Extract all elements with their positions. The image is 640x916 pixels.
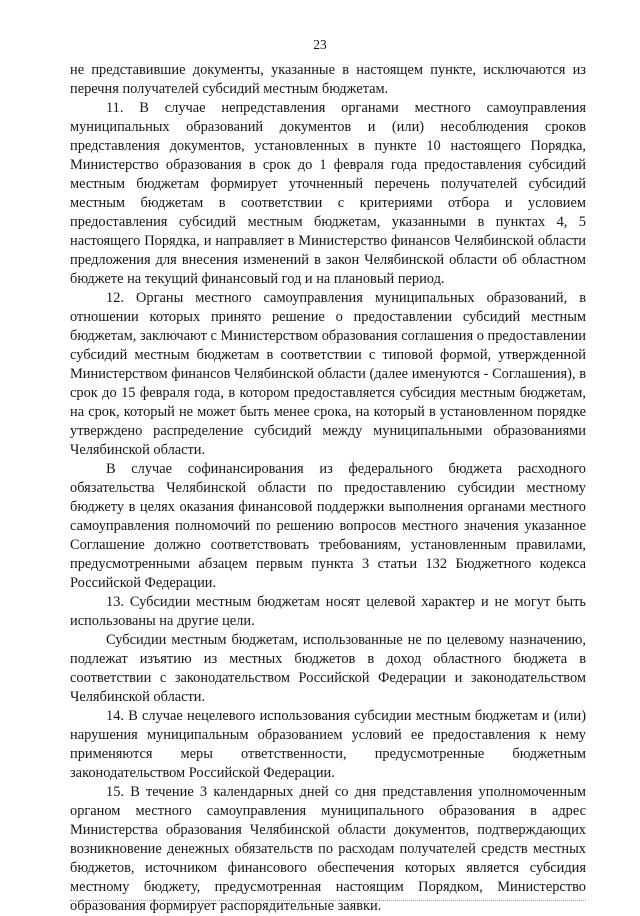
paragraph-misuse-withdrawal: Субсидии местным бюджетам, использованные не по целевому назначению, подлежат изъятию из местных бюджетов в доход областного бюджета в соответствии с законодательством Российской Федерации и законодательством Челябинской области. — [70, 632, 586, 705]
paragraph-clause-11: 11. В случае непредставления органами местного самоуправления муниципальных образований документов и (или) несоблюдения сроков представления документов, установленных в пункте 10 настоящего Порядка, Министерство образования в срок до 1 февраля года предоставления субсидий местным бюджетам формирует уточненный перечень получателей субсидий местным бюджетам в соответствии с критериями отбора и условием предоставления субсидий местным бюджетам, указанными в пунктах 4, 5 настоящего Порядка, и направляет в Министерство финансов Челябинской области предложения для внесения изменений в закон Челябинской области об областном бюджете на текущий финансовый год и на плановый период. — [70, 100, 586, 287]
paragraph-clause-14: 14. В случае нецелевого использования субсидии местным бюджетам и (или) нарушения муниципальным образованием условий ее предоставления к нему применяются меры ответственности, предусмотренные бюджетным законодательством Российской Федерации. — [70, 708, 586, 781]
page-bottom-edge — [70, 900, 586, 901]
paragraph-clause-13: 13. Субсидии местным бюджетам носят целевой характер и не могут быть использованы на другие цели. — [70, 594, 586, 629]
page-number: 23 — [313, 37, 327, 52]
paragraph-clause-12: 12. Органы местного самоуправления муниципальных образований, в отношении которых принято решение о предоставлении субсидий местным бюджетам, заключают с Министерством образования соглашения о предоставлении субсидий местным бюджетам в соответствии с типовой формой, утвержденной Министерством финансов Челябинской области (далее именуются - Соглашения), в срок до 15 февраля года, в котором предоставляется субсидия местным бюджетам, на срок, который не может быть менее срока, на который в установленном порядке утверждено распределение субсидий между муниципальными образованиями Челябинской области. — [70, 290, 586, 458]
paragraph-cofinancing: В случае софинансирования из федерального бюджета расходного обязательства Челябинской области по предоставлению субсидии местному бюджету в целях оказания финансовой поддержки выполнения органами местного самоуправления полномочий по решению вопросов местного значения указанное Соглашение должно соответствовать требованиям, установленным правилами, предусмотренными абзацем первым пункта 3 статьи 132 Бюджетного кодекса Российской Федерации. — [70, 461, 586, 591]
document-body — [70, 61, 586, 916]
paragraph-continuation: не представившие документы, указанные в настоящем пункте, исключаются из перечня получателей субсидий местным бюджетам. — [70, 62, 586, 97]
paragraph-clause-15: 15. В течение 3 календарных дней со дня представления уполномоченным органом местного самоуправления муниципального образования в адрес Министерства образования Челябинской области документов, подтверждающих возникновение денежных обязательств по расходам получателей средств местных бюджетов, источником финансового обеспечения которых является субсидия местному бюджету, предусмотренная настоящим Порядком, Министерство образования формирует распорядительные заявки. — [70, 784, 586, 914]
